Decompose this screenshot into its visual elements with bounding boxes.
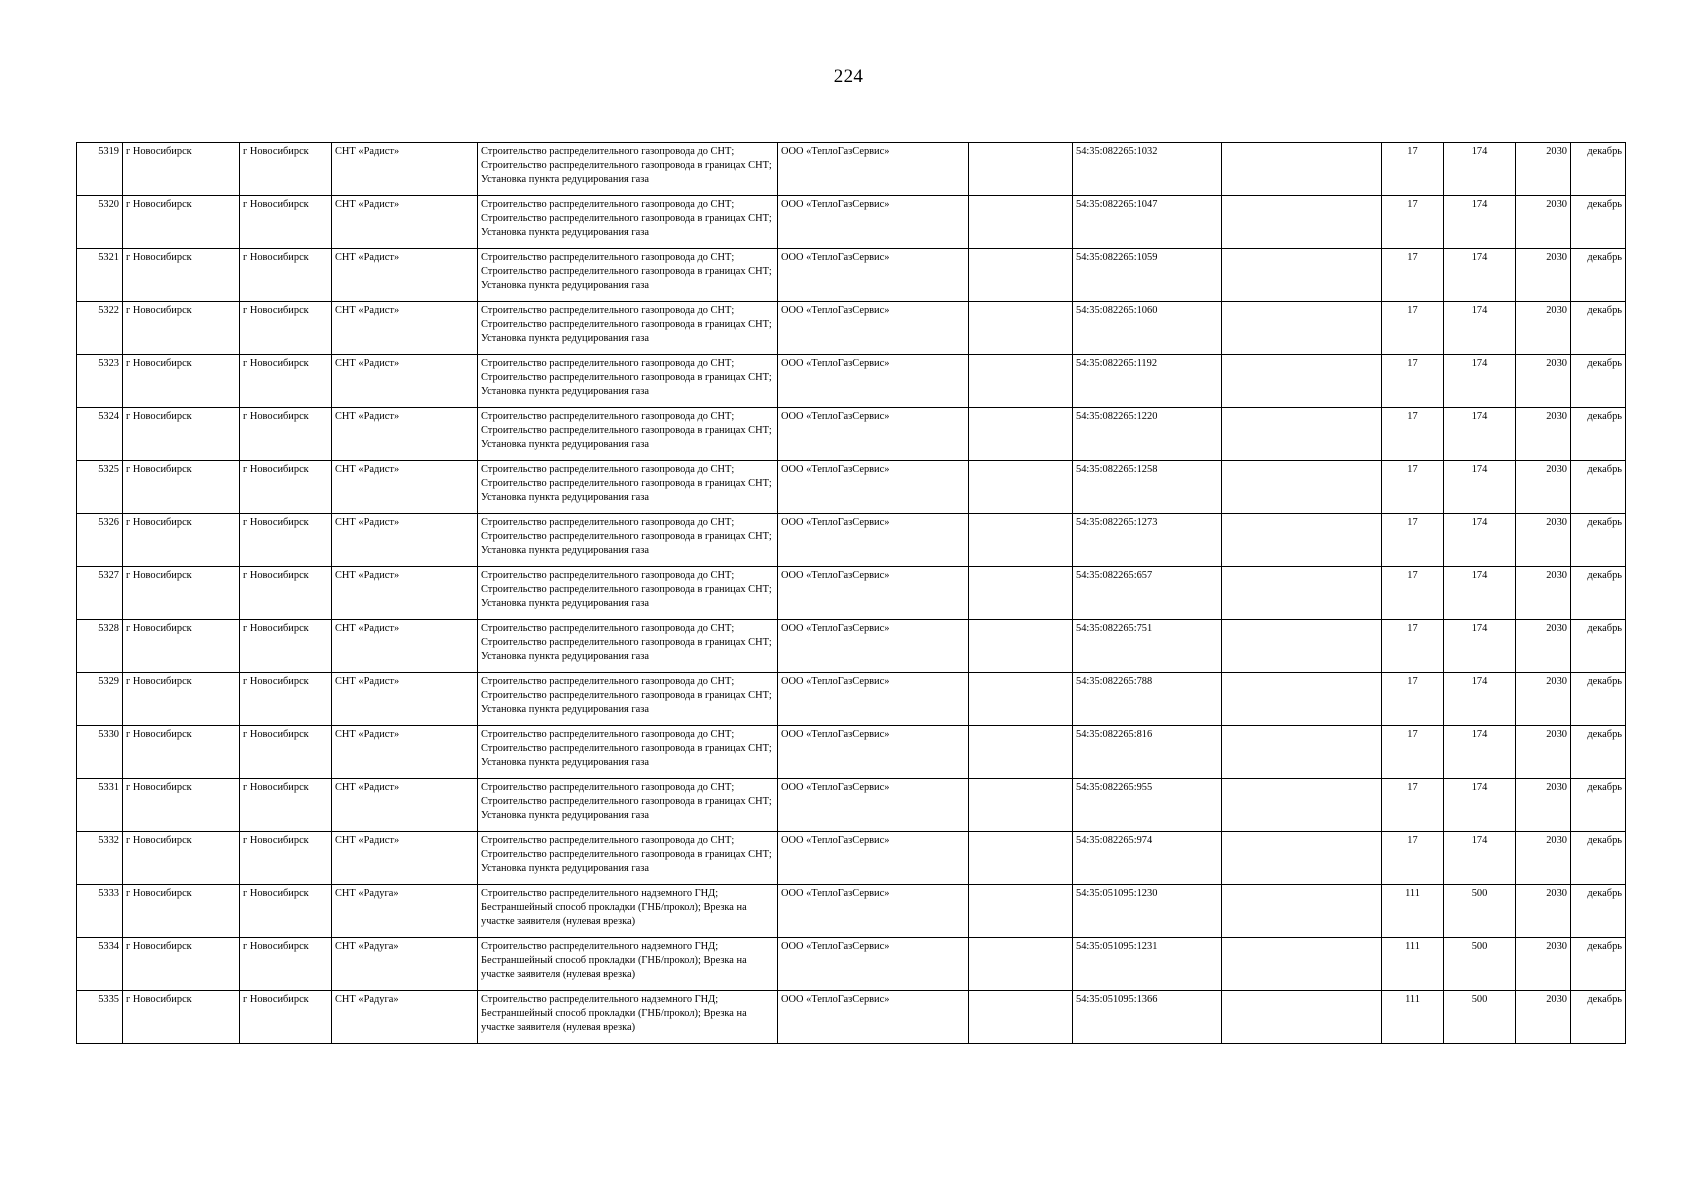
cell-work-description: Строительство распределительного газопровода до СНТ; Строительство распределительного газопровода в границах СНТ; Установка пункта редуцирования газа bbox=[478, 779, 778, 832]
cell-length: 111 bbox=[1382, 885, 1444, 938]
cell-cadastral-number: 54:35:082265:1060 bbox=[1073, 302, 1222, 355]
cell-settlement: г Новосибирск bbox=[240, 249, 332, 302]
cell-number: 5335 bbox=[77, 991, 123, 1044]
cell-number: 5325 bbox=[77, 461, 123, 514]
cell-year: 2030 bbox=[1516, 832, 1571, 885]
cell-work-description: Строительство распределительного газопровода до СНТ; Строительство распределительного газопровода в границах СНТ; Установка пункта редуцирования газа bbox=[478, 567, 778, 620]
cell-district: г Новосибирск bbox=[123, 938, 240, 991]
cell-diameter: 174 bbox=[1444, 620, 1516, 673]
cell-month: декабрь bbox=[1571, 726, 1626, 779]
cell-empty bbox=[969, 461, 1073, 514]
cell-district: г Новосибирск bbox=[123, 143, 240, 196]
cell-length: 17 bbox=[1382, 461, 1444, 514]
cell-settlement: г Новосибирск bbox=[240, 196, 332, 249]
cell-year: 2030 bbox=[1516, 355, 1571, 408]
cell-work-description: Строительство распределительного газопровода до СНТ; Строительство распределительного газопровода в границах СНТ; Установка пункта редуцирования газа bbox=[478, 143, 778, 196]
cell-year: 2030 bbox=[1516, 196, 1571, 249]
cell-diameter: 174 bbox=[1444, 673, 1516, 726]
cell-empty bbox=[1222, 832, 1382, 885]
cell-diameter: 174 bbox=[1444, 567, 1516, 620]
cell-month: декабрь bbox=[1571, 355, 1626, 408]
cell-empty bbox=[969, 832, 1073, 885]
cell-object: СНТ «Радист» bbox=[332, 673, 478, 726]
cell-work-description: Строительство распределительного газопровода до СНТ; Строительство распределительного газопровода в границах СНТ; Установка пункта редуцирования газа bbox=[478, 196, 778, 249]
cell-diameter: 174 bbox=[1444, 726, 1516, 779]
table-row bbox=[77, 726, 1626, 779]
cell-length: 17 bbox=[1382, 249, 1444, 302]
cell-month: декабрь bbox=[1571, 567, 1626, 620]
cell-empty bbox=[969, 408, 1073, 461]
cell-cadastral-number: 54:35:082265:657 bbox=[1073, 567, 1222, 620]
cell-district: г Новосибирск bbox=[123, 832, 240, 885]
cell-number: 5323 bbox=[77, 355, 123, 408]
cell-empty bbox=[969, 620, 1073, 673]
cell-year: 2030 bbox=[1516, 938, 1571, 991]
cell-empty bbox=[1222, 991, 1382, 1044]
cell-organization: ООО «ТеплоГазСервис» bbox=[778, 143, 969, 196]
cell-empty bbox=[1222, 355, 1382, 408]
cell-year: 2030 bbox=[1516, 302, 1571, 355]
cell-district: г Новосибирск bbox=[123, 885, 240, 938]
cell-settlement: г Новосибирск bbox=[240, 408, 332, 461]
cell-diameter: 500 bbox=[1444, 938, 1516, 991]
cell-work-description: Строительство распределительного газопровода до СНТ; Строительство распределительного газопровода в границах СНТ; Установка пункта редуцирования газа bbox=[478, 408, 778, 461]
cell-year: 2030 bbox=[1516, 779, 1571, 832]
cell-organization: ООО «ТеплоГазСервис» bbox=[778, 567, 969, 620]
cell-cadastral-number: 54:35:082265:816 bbox=[1073, 726, 1222, 779]
cell-object: СНТ «Радист» bbox=[332, 355, 478, 408]
table-row bbox=[77, 620, 1626, 673]
cell-length: 17 bbox=[1382, 143, 1444, 196]
cell-cadastral-number: 54:35:082265:751 bbox=[1073, 620, 1222, 673]
cell-number: 5320 bbox=[77, 196, 123, 249]
cell-organization: ООО «ТеплоГазСервис» bbox=[778, 302, 969, 355]
cell-cadastral-number: 54:35:082265:955 bbox=[1073, 779, 1222, 832]
cell-number: 5321 bbox=[77, 249, 123, 302]
cell-cadastral-number: 54:35:082265:1192 bbox=[1073, 355, 1222, 408]
cell-organization: ООО «ТеплоГазСервис» bbox=[778, 249, 969, 302]
cell-settlement: г Новосибирск bbox=[240, 726, 332, 779]
cell-year: 2030 bbox=[1516, 514, 1571, 567]
cell-cadastral-number: 54:35:051095:1366 bbox=[1073, 991, 1222, 1044]
table-row bbox=[77, 991, 1626, 1044]
cell-empty bbox=[1222, 514, 1382, 567]
cell-empty bbox=[1222, 196, 1382, 249]
cell-month: декабрь bbox=[1571, 514, 1626, 567]
cell-empty bbox=[969, 249, 1073, 302]
cell-organization: ООО «ТеплоГазСервис» bbox=[778, 461, 969, 514]
cell-object: СНТ «Радист» bbox=[332, 779, 478, 832]
cell-year: 2030 bbox=[1516, 567, 1571, 620]
cell-length: 17 bbox=[1382, 673, 1444, 726]
table-row bbox=[77, 832, 1626, 885]
table-row bbox=[77, 408, 1626, 461]
cell-cadastral-number: 54:35:082265:788 bbox=[1073, 673, 1222, 726]
cell-empty bbox=[969, 726, 1073, 779]
cell-organization: ООО «ТеплоГазСервис» bbox=[778, 938, 969, 991]
cell-work-description: Строительство распределительного газопровода до СНТ; Строительство распределительного газопровода в границах СНТ; Установка пункта редуцирования газа bbox=[478, 673, 778, 726]
cell-month: декабрь bbox=[1571, 779, 1626, 832]
cell-settlement: г Новосибирск bbox=[240, 938, 332, 991]
cell-object: СНТ «Радист» bbox=[332, 832, 478, 885]
cell-number: 5324 bbox=[77, 408, 123, 461]
cell-empty bbox=[1222, 673, 1382, 726]
cell-year: 2030 bbox=[1516, 143, 1571, 196]
cell-year: 2030 bbox=[1516, 991, 1571, 1044]
cell-diameter: 174 bbox=[1444, 196, 1516, 249]
cell-district: г Новосибирск bbox=[123, 196, 240, 249]
cell-empty bbox=[969, 196, 1073, 249]
cell-district: г Новосибирск bbox=[123, 514, 240, 567]
cell-diameter: 500 bbox=[1444, 991, 1516, 1044]
cell-month: декабрь bbox=[1571, 938, 1626, 991]
cell-work-description: Строительство распределительного газопровода до СНТ; Строительство распределительного газопровода в границах СНТ; Установка пункта редуцирования газа bbox=[478, 302, 778, 355]
cell-district: г Новосибирск bbox=[123, 249, 240, 302]
cell-month: декабрь bbox=[1571, 196, 1626, 249]
cell-month: декабрь bbox=[1571, 620, 1626, 673]
cell-organization: ООО «ТеплоГазСервис» bbox=[778, 779, 969, 832]
cell-object: СНТ «Радист» bbox=[332, 408, 478, 461]
cell-district: г Новосибирск bbox=[123, 461, 240, 514]
cell-empty bbox=[969, 143, 1073, 196]
cell-diameter: 500 bbox=[1444, 885, 1516, 938]
cell-empty bbox=[969, 567, 1073, 620]
cell-organization: ООО «ТеплоГазСервис» bbox=[778, 885, 969, 938]
table-row bbox=[77, 196, 1626, 249]
cell-empty bbox=[1222, 726, 1382, 779]
table-row bbox=[77, 938, 1626, 991]
cell-cadastral-number: 54:35:082265:974 bbox=[1073, 832, 1222, 885]
cell-year: 2030 bbox=[1516, 408, 1571, 461]
cell-year: 2030 bbox=[1516, 249, 1571, 302]
cell-empty bbox=[1222, 249, 1382, 302]
cell-number: 5331 bbox=[77, 779, 123, 832]
cell-district: г Новосибирск bbox=[123, 991, 240, 1044]
cell-cadastral-number: 54:35:082265:1273 bbox=[1073, 514, 1222, 567]
cell-settlement: г Новосибирск bbox=[240, 461, 332, 514]
cell-diameter: 174 bbox=[1444, 779, 1516, 832]
cell-year: 2030 bbox=[1516, 620, 1571, 673]
cell-organization: ООО «ТеплоГазСервис» bbox=[778, 514, 969, 567]
cell-number: 5329 bbox=[77, 673, 123, 726]
table-row bbox=[77, 885, 1626, 938]
table-row bbox=[77, 249, 1626, 302]
cell-organization: ООО «ТеплоГазСервис» bbox=[778, 673, 969, 726]
cell-month: декабрь bbox=[1571, 408, 1626, 461]
cell-length: 17 bbox=[1382, 779, 1444, 832]
cell-month: декабрь bbox=[1571, 832, 1626, 885]
table-row bbox=[77, 567, 1626, 620]
cell-work-description: Строительство распределительного газопровода до СНТ; Строительство распределительного газопровода в границах СНТ; Установка пункта редуцирования газа bbox=[478, 355, 778, 408]
cell-length: 17 bbox=[1382, 302, 1444, 355]
cell-cadastral-number: 54:35:051095:1230 bbox=[1073, 885, 1222, 938]
cell-diameter: 174 bbox=[1444, 832, 1516, 885]
cell-diameter: 174 bbox=[1444, 408, 1516, 461]
cell-empty bbox=[1222, 620, 1382, 673]
cell-month: декабрь bbox=[1571, 461, 1626, 514]
cell-work-description: Строительство распределительного газопровода до СНТ; Строительство распределительного газопровода в границах СНТ; Установка пункта редуцирования газа bbox=[478, 726, 778, 779]
cell-object: СНТ «Радуга» bbox=[332, 885, 478, 938]
table-body bbox=[77, 143, 1626, 1044]
cell-object: СНТ «Радист» bbox=[332, 461, 478, 514]
cell-length: 17 bbox=[1382, 408, 1444, 461]
cell-work-description: Строительство распределительного газопровода до СНТ; Строительство распределительного газопровода в границах СНТ; Установка пункта редуцирования газа bbox=[478, 832, 778, 885]
cell-settlement: г Новосибирск bbox=[240, 355, 332, 408]
cell-organization: ООО «ТеплоГазСервис» bbox=[778, 355, 969, 408]
table-row bbox=[77, 461, 1626, 514]
cell-work-description: Строительство распределительного газопровода до СНТ; Строительство распределительного газопровода в границах СНТ; Установка пункта редуцирования газа bbox=[478, 514, 778, 567]
cell-district: г Новосибирск bbox=[123, 408, 240, 461]
cell-length: 17 bbox=[1382, 620, 1444, 673]
cell-empty bbox=[969, 355, 1073, 408]
cell-number: 5328 bbox=[77, 620, 123, 673]
cell-empty bbox=[1222, 779, 1382, 832]
cell-number: 5326 bbox=[77, 514, 123, 567]
cell-empty bbox=[969, 514, 1073, 567]
cell-month: декабрь bbox=[1571, 249, 1626, 302]
cell-settlement: г Новосибирск bbox=[240, 673, 332, 726]
cell-district: г Новосибирск bbox=[123, 620, 240, 673]
cell-district: г Новосибирск bbox=[123, 673, 240, 726]
cell-object: СНТ «Радист» bbox=[332, 249, 478, 302]
cell-object: СНТ «Радист» bbox=[332, 726, 478, 779]
cell-cadastral-number: 54:35:082265:1059 bbox=[1073, 249, 1222, 302]
cell-month: декабрь bbox=[1571, 302, 1626, 355]
cell-empty bbox=[1222, 461, 1382, 514]
cell-work-description: Строительство распределительного надземного ГНД; Бестраншейный способ прокладки (ГНБ/прокол); Врезка на участке заявителя (нулевая врезка) bbox=[478, 938, 778, 991]
cell-empty bbox=[1222, 408, 1382, 461]
cell-settlement: г Новосибирск bbox=[240, 885, 332, 938]
cell-number: 5330 bbox=[77, 726, 123, 779]
table-row bbox=[77, 355, 1626, 408]
cell-length: 17 bbox=[1382, 726, 1444, 779]
cell-organization: ООО «ТеплоГазСервис» bbox=[778, 726, 969, 779]
cell-work-description: Строительство распределительного надземного ГНД; Бестраншейный способ прокладки (ГНБ/прокол); Врезка на участке заявителя (нулевая врезка) bbox=[478, 885, 778, 938]
cell-cadastral-number: 54:35:082265:1032 bbox=[1073, 143, 1222, 196]
cell-work-description: Строительство распределительного газопровода до СНТ; Строительство распределительного газопровода в границах СНТ; Установка пункта редуцирования газа bbox=[478, 249, 778, 302]
cell-empty bbox=[969, 938, 1073, 991]
cell-month: декабрь bbox=[1571, 673, 1626, 726]
cell-settlement: г Новосибирск bbox=[240, 567, 332, 620]
cell-diameter: 174 bbox=[1444, 514, 1516, 567]
cell-cadastral-number: 54:35:082265:1220 bbox=[1073, 408, 1222, 461]
cell-empty bbox=[969, 991, 1073, 1044]
gasification-table bbox=[76, 142, 1626, 1044]
cell-object: СНТ «Радист» bbox=[332, 196, 478, 249]
cell-cadastral-number: 54:35:082265:1047 bbox=[1073, 196, 1222, 249]
cell-object: СНТ «Радист» bbox=[332, 302, 478, 355]
cell-month: декабрь bbox=[1571, 885, 1626, 938]
cell-length: 17 bbox=[1382, 514, 1444, 567]
cell-settlement: г Новосибирск bbox=[240, 991, 332, 1044]
cell-organization: ООО «ТеплоГазСервис» bbox=[778, 196, 969, 249]
cell-diameter: 174 bbox=[1444, 143, 1516, 196]
cell-district: г Новосибирск bbox=[123, 567, 240, 620]
cell-diameter: 174 bbox=[1444, 302, 1516, 355]
cell-organization: ООО «ТеплоГазСервис» bbox=[778, 408, 969, 461]
cell-object: СНТ «Радист» bbox=[332, 514, 478, 567]
cell-number: 5334 bbox=[77, 938, 123, 991]
cell-district: г Новосибирск bbox=[123, 726, 240, 779]
cell-empty bbox=[1222, 938, 1382, 991]
table-row bbox=[77, 779, 1626, 832]
cell-work-description: Строительство распределительного газопровода до СНТ; Строительство распределительного газопровода в границах СНТ; Установка пункта редуцирования газа bbox=[478, 620, 778, 673]
cell-length: 111 bbox=[1382, 991, 1444, 1044]
cell-empty bbox=[969, 302, 1073, 355]
cell-year: 2030 bbox=[1516, 673, 1571, 726]
cell-length: 17 bbox=[1382, 832, 1444, 885]
cell-empty bbox=[1222, 143, 1382, 196]
cell-object: СНТ «Радуга» bbox=[332, 938, 478, 991]
cell-length: 17 bbox=[1382, 567, 1444, 620]
cell-object: СНТ «Радист» bbox=[332, 620, 478, 673]
cell-settlement: г Новосибирск bbox=[240, 779, 332, 832]
cell-year: 2030 bbox=[1516, 885, 1571, 938]
cell-year: 2030 bbox=[1516, 726, 1571, 779]
cell-empty bbox=[1222, 885, 1382, 938]
cell-diameter: 174 bbox=[1444, 249, 1516, 302]
cell-length: 17 bbox=[1382, 355, 1444, 408]
table-row bbox=[77, 673, 1626, 726]
cell-length: 17 bbox=[1382, 196, 1444, 249]
cell-empty bbox=[1222, 567, 1382, 620]
cell-number: 5327 bbox=[77, 567, 123, 620]
cell-settlement: г Новосибирск bbox=[240, 832, 332, 885]
cell-work-description: Строительство распределительного надземного ГНД; Бестраншейный способ прокладки (ГНБ/прокол); Врезка на участке заявителя (нулевая врезка) bbox=[478, 991, 778, 1044]
cell-cadastral-number: 54:35:082265:1258 bbox=[1073, 461, 1222, 514]
table-row bbox=[77, 143, 1626, 196]
cell-year: 2030 bbox=[1516, 461, 1571, 514]
cell-settlement: г Новосибирск bbox=[240, 620, 332, 673]
cell-month: декабрь bbox=[1571, 143, 1626, 196]
cell-object: СНТ «Радист» bbox=[332, 143, 478, 196]
cell-organization: ООО «ТеплоГазСервис» bbox=[778, 620, 969, 673]
cell-diameter: 174 bbox=[1444, 355, 1516, 408]
cell-empty bbox=[969, 885, 1073, 938]
cell-length: 111 bbox=[1382, 938, 1444, 991]
cell-number: 5319 bbox=[77, 143, 123, 196]
cell-organization: ООО «ТеплоГазСервис» bbox=[778, 991, 969, 1044]
table-row bbox=[77, 514, 1626, 567]
cell-number: 5322 bbox=[77, 302, 123, 355]
cell-organization: ООО «ТеплоГазСервис» bbox=[778, 832, 969, 885]
cell-object: СНТ «Радист» bbox=[332, 567, 478, 620]
page-number: 224 bbox=[833, 66, 864, 87]
cell-empty bbox=[969, 673, 1073, 726]
cell-cadastral-number: 54:35:051095:1231 bbox=[1073, 938, 1222, 991]
cell-object: СНТ «Радуга» bbox=[332, 991, 478, 1044]
cell-settlement: г Новосибирск bbox=[240, 514, 332, 567]
cell-number: 5332 bbox=[77, 832, 123, 885]
cell-settlement: г Новосибирск bbox=[240, 143, 332, 196]
cell-empty bbox=[1222, 302, 1382, 355]
cell-district: г Новосибирск bbox=[123, 355, 240, 408]
cell-district: г Новосибирск bbox=[123, 779, 240, 832]
cell-number: 5333 bbox=[77, 885, 123, 938]
cell-work-description: Строительство распределительного газопровода до СНТ; Строительство распределительного газопровода в границах СНТ; Установка пункта редуцирования газа bbox=[478, 461, 778, 514]
cell-empty bbox=[969, 779, 1073, 832]
cell-diameter: 174 bbox=[1444, 461, 1516, 514]
cell-settlement: г Новосибирск bbox=[240, 302, 332, 355]
cell-district: г Новосибирск bbox=[123, 302, 240, 355]
cell-month: декабрь bbox=[1571, 991, 1626, 1044]
table-row bbox=[77, 302, 1626, 355]
